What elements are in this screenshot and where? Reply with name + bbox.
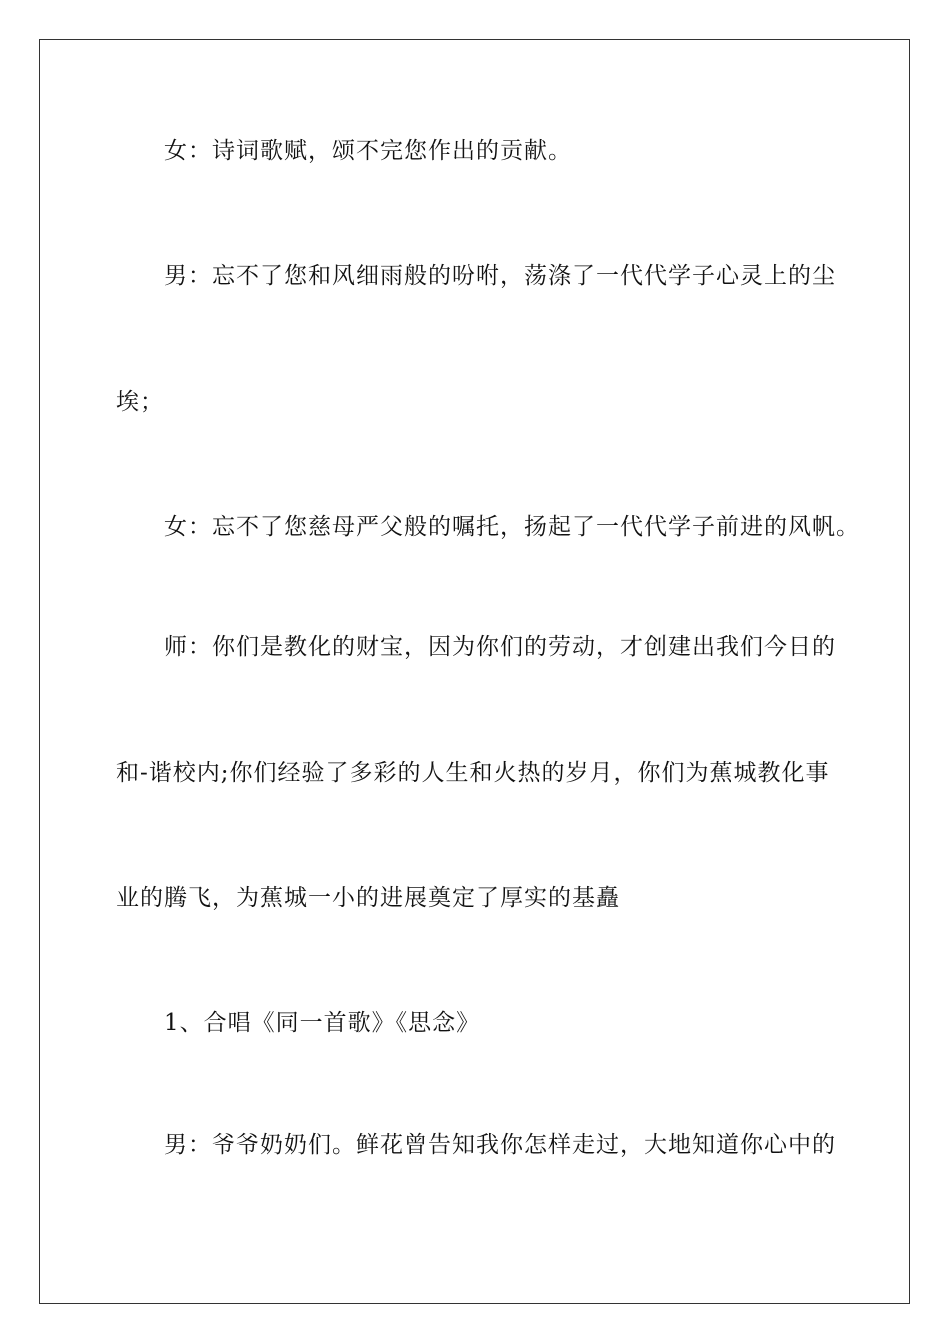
paragraph-male-line-end: 埃； <box>116 389 164 415</box>
paragraph-female-line-2: 女：忘不了您慈母严父般的嘱托，扬起了一代代学子前进的风帆。 <box>164 514 860 540</box>
program-item-chorus: 1、合唱《同一首歌》《思念》 <box>164 1010 481 1036</box>
paragraph-female-line: 女：诗词歌赋，颂不完您作出的贡献。 <box>164 138 572 164</box>
paragraph-teacher-line-3: 业的腾飞，为蕉城一小的进展奠定了厚实的基矗 <box>116 885 620 911</box>
paragraph-teacher-line-2: 和-谐校内;你们经验了多彩的人生和火热的岁月，你们为蕉城教化事 <box>116 760 830 786</box>
paragraph-male-line-3: 男：爷爷奶奶们。鲜花曾告知我你怎样走过，大地知道你心中的 <box>164 1132 836 1158</box>
paragraph-male-line-start: 男：忘不了您和风细雨般的吩咐，荡涤了一代代学子心灵上的尘 <box>164 263 836 289</box>
paragraph-teacher-line-1: 师：你们是教化的财宝，因为你们的劳动，才创建出我们今日的 <box>164 634 836 660</box>
page-border <box>39 39 910 1304</box>
